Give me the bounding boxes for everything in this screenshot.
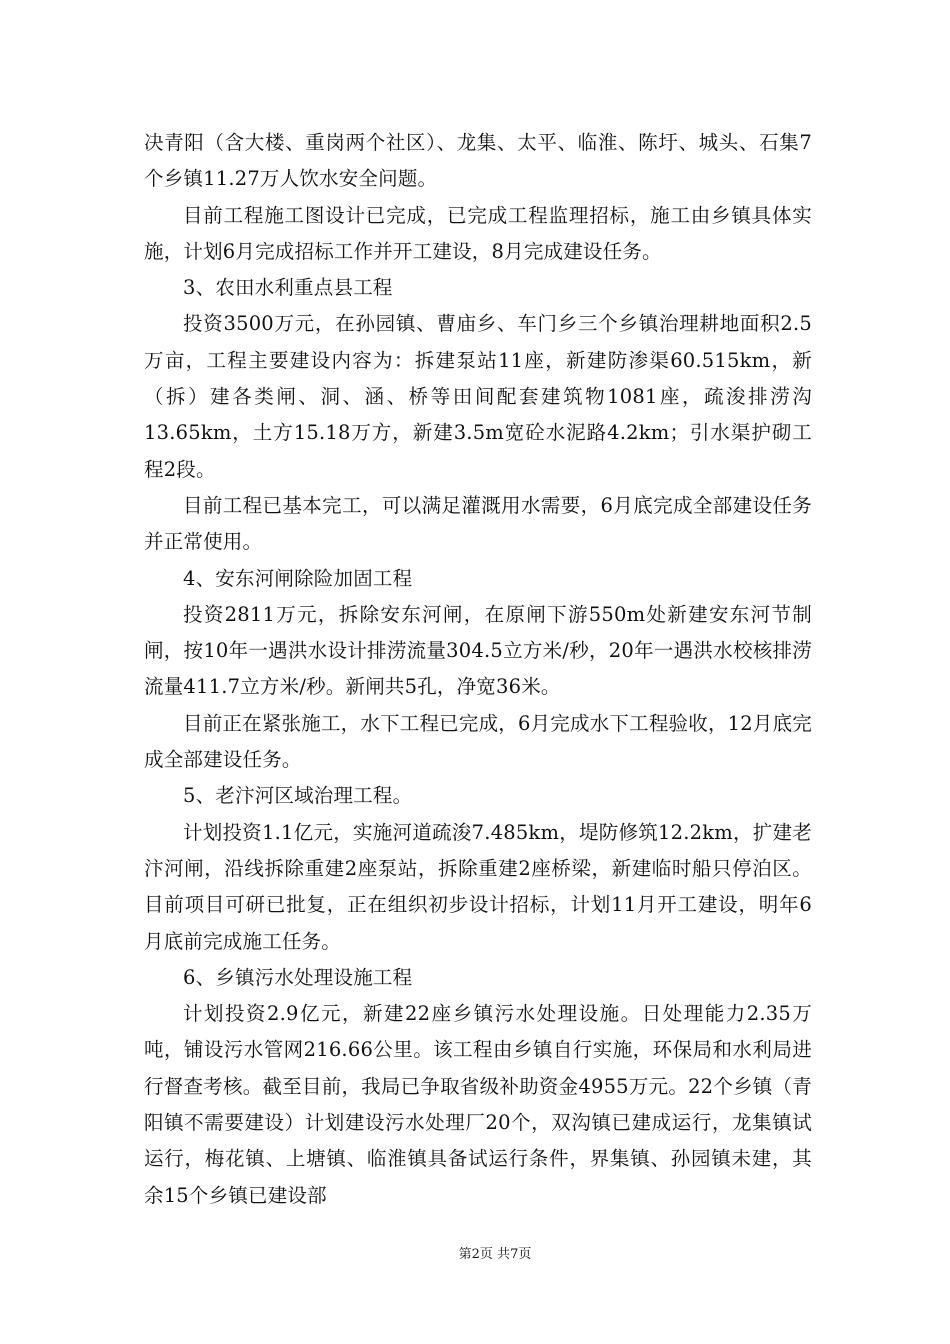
footer-total-pages: 7 [510, 1247, 519, 1262]
paragraph: 目前正在紧张施工，水下工程已完成，6月完成水下工程验收，12月底完成全部建设任务。 [144, 711, 812, 772]
paragraph: 5、老汴河区域治理工程。 [183, 784, 413, 808]
paragraph: 目前工程施工图设计已完成，已完成工程监理招标，施工由乡镇具体实施，计划6月完成招标工作并开工建设，8月完成建设任务。 [144, 203, 812, 263]
document-body [144, 125, 812, 1214]
page-footer [0, 1246, 950, 1264]
paragraph: 计划投资2.9亿元，新建22座乡镇污水处理设施。日处理能力2.35万吨，铺设污水管网216.66公里。该工程由乡镇自行实施，环保局和水利局进行督查考核。截至目前，我局已争取省级补助资金4955万元。22个乡镇（青阳镇不需要建设）计划建设污水处理厂20个，双沟镇已建成运行，龙集镇试运行，梅花镇、上塘镇、临淮镇具备试运行条件，界集镇、孙园镇未建，其余15个乡镇已建设部 [144, 1002, 812, 1207]
paragraph: 决青阳（含大楼、重岗两个社区）、龙集、太平、临淮、陈圩、城头、石集7个乡镇11.27万人饮水安全问题。 [144, 131, 812, 191]
footer-suffix: 页 [518, 1247, 532, 1262]
paragraph: 4、安东河闸除险加固工程 [183, 566, 413, 590]
paragraph: 投资2811万元，拆除安东河闸，在原闸下游550m处新建安东河节制闸，按10年一遇洪水设计排涝流量304.5立方米/秒，20年一遇洪水校核排涝流量411.7立方米/秒。新闸共5孔，净宽36米。 [144, 602, 812, 699]
footer-current-page: 2 [471, 1247, 480, 1262]
paragraph: 6、乡镇污水处理设施工程 [183, 965, 413, 989]
footer-prefix: 第 [458, 1247, 472, 1262]
paragraph: 投资3500万元，在孙园镇、曹庙乡、车门乡三个乡镇治理耕地面积2.5万亩，工程主要建设内容为：拆建泵站11座，新建防渗渠60.515km，新（拆）建各类闸、洞、涵、桥等田间配套建筑物1081座，疏浚排涝沟13.65km，土方15.18万方，新建3.5m宽砼水泥路4.2km；引水渠护砌工程2段。 [144, 312, 812, 481]
paragraph: 3、农田水利重点县工程 [183, 276, 393, 300]
paragraph: 计划投资1.1亿元，实施河道疏浚7.485km，堤防修筑12.2km，扩建老汴河闸，沿线拆除重建2座泵站，拆除重建2座桥梁，新建临时船只停泊区。目前项目可研已批复，正在组织初步设计招标，计划11月开工建设，明年6月底前完成施工任务。 [144, 820, 812, 953]
paragraph: 目前工程已基本完工，可以满足灌溉用水需要，6月底完成全部建设任务并正常使用。 [144, 493, 812, 554]
footer-middle: 页 共 [479, 1247, 511, 1262]
